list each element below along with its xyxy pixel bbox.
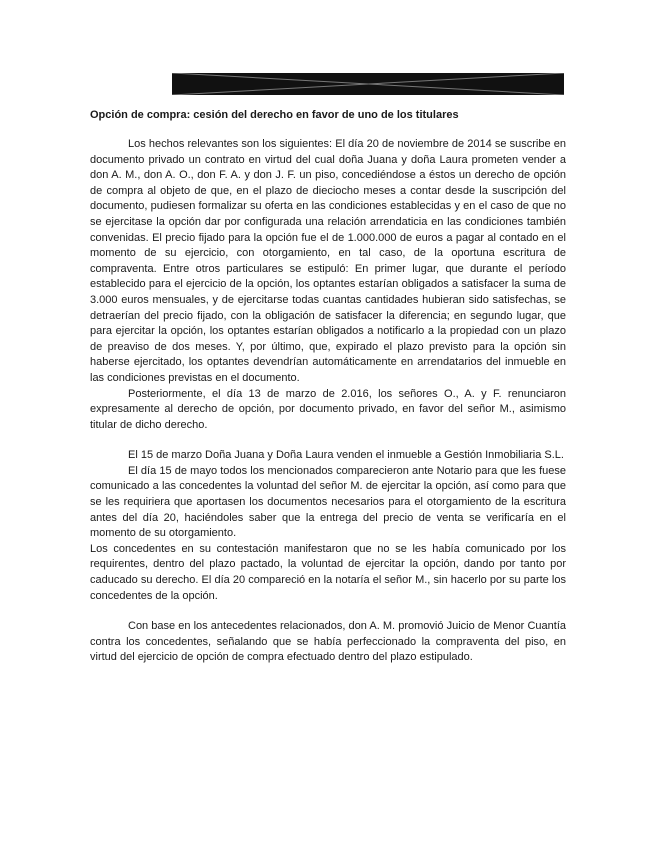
paragraph-renunciation: Posteriormente, el día 13 de marzo de 2.016, los señores O., A. y F. renunciaron expresamente al derecho de opción, por documento privado, en favor del señor M., asimismo titular de dicho derecho. bbox=[90, 387, 566, 431]
paragraph-sale: El 15 de marzo Doña Juana y Doña Laura venden el inmueble a Gestión Inmobiliaria S.L. bbox=[128, 449, 564, 462]
crossed-box-graphic bbox=[172, 73, 564, 95]
paragraph-response: Los concedentes en su contestación manifestaron que no se les había comunicado por los requirentes, dentro del plazo pactado, la voluntad de ejercitar la opción, dando por tanto por caducado su derecho. El día 20 compareció en la notaría el señor M., sin hacerlo por su parte los concedentes de la opción. bbox=[90, 542, 566, 602]
document-title: Opción de compra: cesión del derecho en favor de uno de los titulares bbox=[90, 109, 459, 121]
header-bar-image bbox=[172, 73, 564, 95]
document-body bbox=[90, 108, 566, 666]
paragraph-facts: Los hechos relevantes son los siguientes: El día 20 de noviembre de 2014 se suscribe en documento privado un contrato en virtud del cual doña Juana y doña Laura prometen vender a don A. M., don A. O., don F. A. y don J. F. un piso, concediéndose a éstos un derecho de opción de compra al objeto de que, en el plazo de dieciocho meses a contar desde la suscripción del documento, pudiesen formalizar su oferta en las condiciones establecidas y en el caso de que no se ejercitase la opción dar por configurada una relación arrendaticia en las condiciones también convenidas. El precio fijado para la opción fue el de 1.000.000 de euros a pagar al contado en el momento de su ejercicio, con otorgamiento, en tal caso, de la oportuna escritura de compraventa. Entre otros particulares se estipuló: En primer lugar, que durante el período establecido para el ejercicio de la opción, los optantes estarían obligados a satisfacer la suma de 3.000 euros mensuales, y de ejercitarse todas cuantas cantidades hubieran sido satisfechas, se detraerían del precio fijado, con la obligación de satisfacer la diferencia; en segundo lugar, que para ejercitar la opción, los optantes estarían obligados a notificarlo a la propiedad con un plazo de preaviso de dos meses. Y, por último, que, expirado el plazo previsto para la opción sin haberse ejercitado, los optantes devendrían automáticamente en arrendatarios del inmueble en las condiciones previstas en el documento. bbox=[90, 138, 566, 384]
paragraph-lawsuit: Con base en los antecedentes relacionados, don A. M. promovió Juicio de Menor Cuantía contra los concedentes, señalando que se había perfeccionado la compraventa del piso, en virtud del ejercicio de opción de compra efectuado dentro del plazo estipulado. bbox=[90, 620, 566, 664]
paragraph-notary: El día 15 de mayo todos los mencionados comparecieron ante Notario para que les fuese comunicado a las concedentes la voluntad del señor M. de ejercitar la opción, así como para que se les requiriera que aportasen los documentos necesarios para el otorgamiento de la escritura antes del día 20, haciéndoles saber que la entrega del precio de venta se verificaría en el momento de su otorgamiento. bbox=[90, 464, 566, 540]
